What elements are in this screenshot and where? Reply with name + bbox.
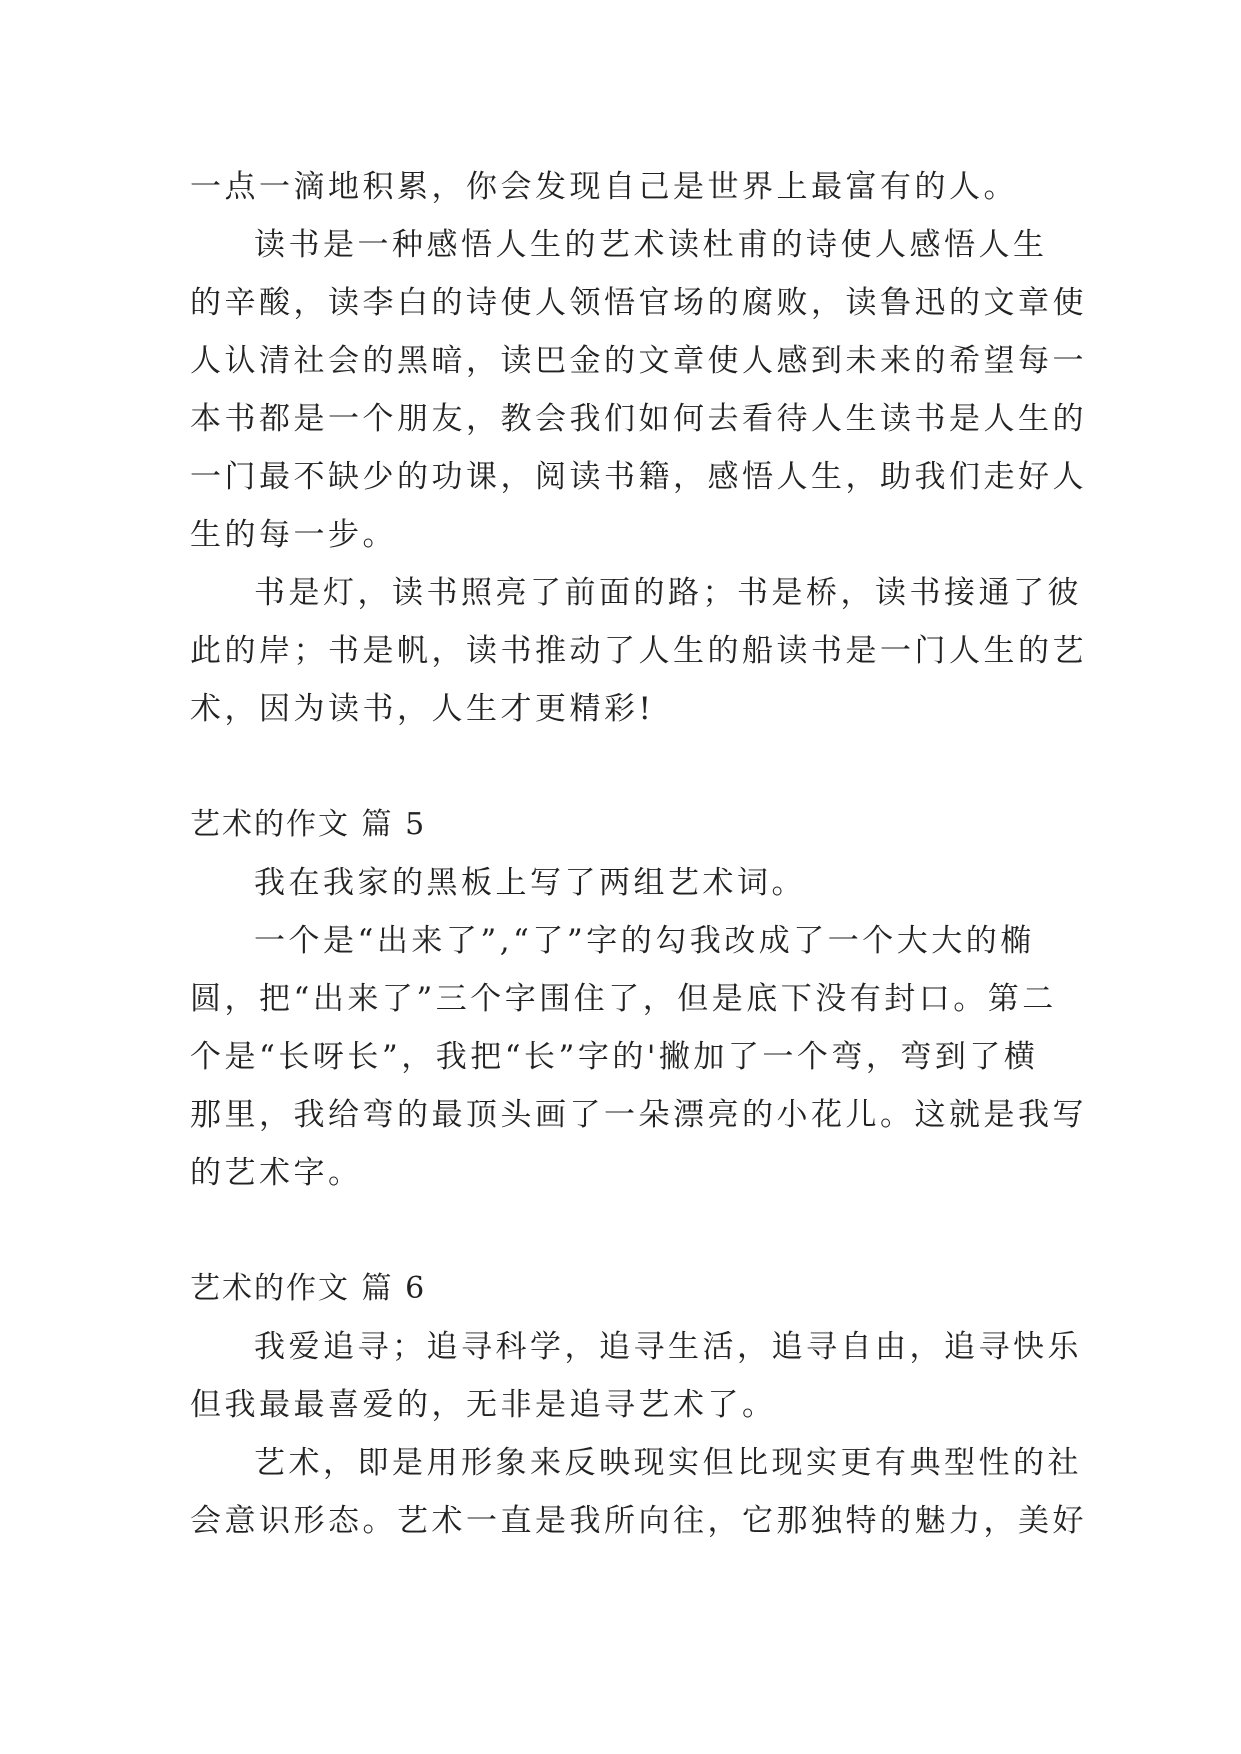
paragraph-line: 艺术，即是用形象来反映现实但比现实更有典型性的社 bbox=[254, 1445, 1082, 1481]
paragraph-line: 我在我家的黑板上写了两组艺术词。 bbox=[254, 865, 806, 901]
paragraph-line: 但我最最喜爱的，无非是追寻艺术了。 bbox=[190, 1387, 777, 1423]
document-page bbox=[190, 158, 1087, 1550]
paragraph-line: 的辛酸，读李白的诗使人领悟官场的腐败，读鲁迅的文章使 bbox=[190, 285, 1087, 321]
paragraph-line: 一点一滴地积累，你会发现自己是世界上最富有的人。 bbox=[190, 169, 1018, 205]
paragraph-line: 人认清社会的黑暗，读巴金的文章使人感到未来的希望每一 bbox=[190, 343, 1087, 379]
section-spacer bbox=[190, 1202, 1050, 1260]
paragraph-line: 本书都是一个朋友，教会我们如何去看待人生读书是人生的 bbox=[190, 401, 1087, 437]
section-title: 艺术的作文 篇 5 bbox=[190, 807, 427, 842]
paragraph-line: 我爱追寻；追寻科学，追寻生活，追寻自由，追寻快乐 bbox=[254, 1329, 1082, 1365]
paragraph-line: 术，因为读书，人生才更精彩! bbox=[190, 691, 655, 727]
paragraph-line: 圆，把“出来了”三个字围住了，但是底下没有封口。第二 bbox=[190, 981, 1057, 1017]
paragraph-line: 一个是“出来了”,“了”字的勾我改成了一个大大的椭 bbox=[254, 923, 1035, 959]
paragraph-line: 个是“长呀长”，我把“长”字的'撇加了一个弯，弯到了横 bbox=[190, 1039, 1039, 1075]
paragraph-line: 此的岸；书是帆，读书推动了人生的船读书是一门人生的艺 bbox=[190, 633, 1087, 669]
paragraph-line: 会意识形态。艺术一直是我所向往，它那独特的魅力，美好 bbox=[190, 1503, 1087, 1539]
paragraph-line: 读书是一种感悟人生的艺术读杜甫的诗使人感悟人生 bbox=[254, 227, 1048, 263]
paragraph-line: 那里，我给弯的最顶头画了一朵漂亮的小花儿。这就是我写 bbox=[190, 1097, 1087, 1133]
section-title: 艺术的作文 篇 6 bbox=[190, 1271, 427, 1306]
section-spacer bbox=[190, 738, 1050, 796]
paragraph-line: 书是灯，读书照亮了前面的路；书是桥，读书接通了彼 bbox=[254, 575, 1082, 611]
paragraph-line: 生的每一步。 bbox=[190, 517, 397, 553]
paragraph-line: 的艺术字。 bbox=[190, 1155, 363, 1191]
paragraph-line: 一门最不缺少的功课，阅读书籍，感悟人生，助我们走好人 bbox=[190, 459, 1087, 495]
